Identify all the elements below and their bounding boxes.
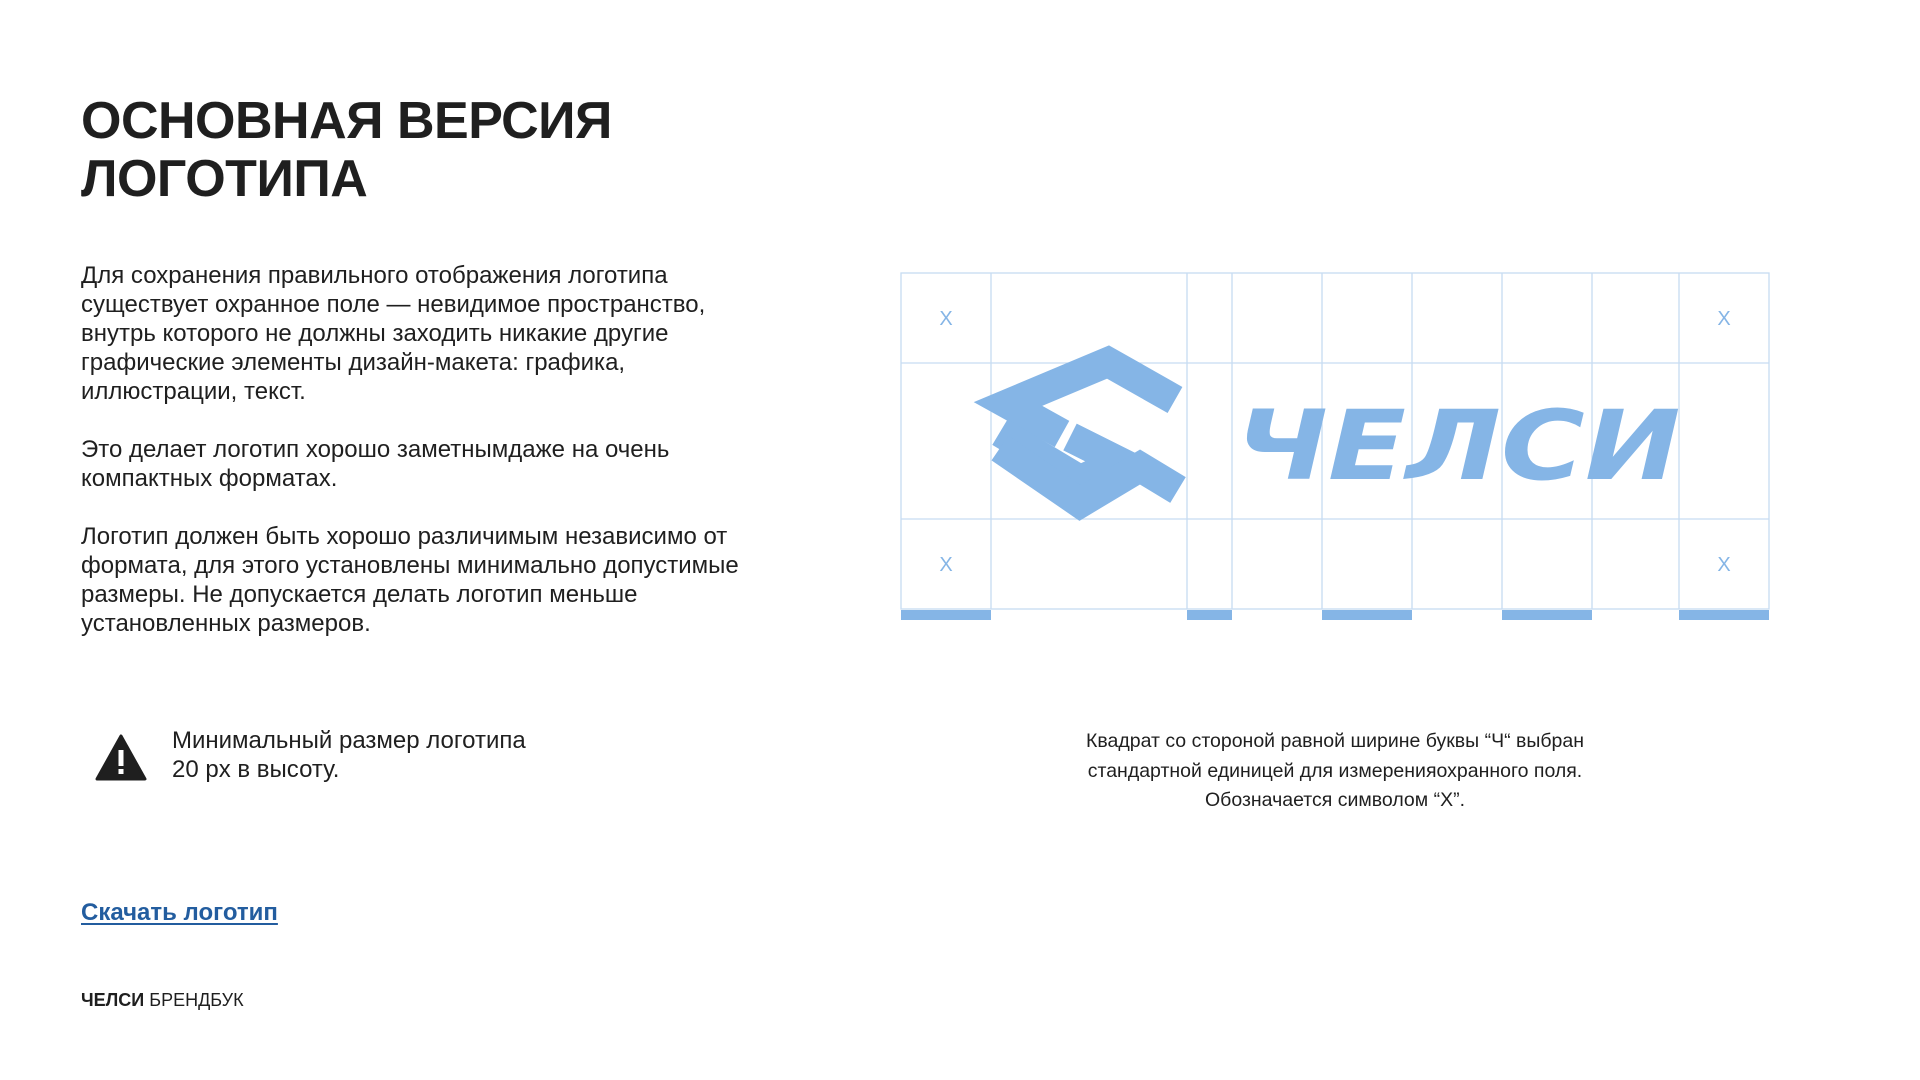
unit-mark-top-left: X — [939, 308, 953, 330]
logo-wordmark: ЧЕЛСИ — [1235, 390, 1681, 502]
description — [81, 261, 781, 667]
caption — [1010, 727, 1660, 816]
min-size-warning — [95, 726, 526, 784]
logo-clearspace-diagram — [900, 272, 1770, 622]
unit-bar — [1187, 610, 1232, 620]
logo-symbol — [1000, 362, 1178, 503]
unit-bar — [1502, 610, 1592, 620]
warning-triangle-icon — [95, 732, 147, 784]
unit-mark-top-right: X — [1717, 308, 1731, 330]
warning-line-1: Минимальный размер логотипа — [172, 727, 526, 754]
unit-bar — [1679, 610, 1769, 620]
unit-bar — [1322, 610, 1412, 620]
caption-line-1: Квадрат со стороной равной ширине буквы “Ч“ выбран — [1086, 730, 1584, 752]
description-paragraph-1: Для сохранения правильного отображения логотипа существует охранное поле — невидимое пространство, внутрь которого не должны заходить никакие другие графические элементы дизайн-макета: графика, иллюстрации, текст. — [81, 262, 706, 405]
logo-symbol-upper-stroke — [1008, 362, 1175, 434]
footer — [81, 990, 244, 1011]
footer-brand: ЧЕЛСИ — [81, 990, 145, 1010]
download-logo-link[interactable]: Скачать логотип — [81, 899, 278, 926]
description-paragraph-3: Логотип должен быть хорошо различимым независимо от формата, для этого установлены минимально допустимые размеры. Не допускается делать логотип меньше установленных размеров. — [81, 523, 739, 637]
unit-mark-bottom-left: X — [939, 554, 953, 576]
caption-line-2: стандартной единицей для измеренияохранного поля. — [1087, 759, 1583, 782]
description-paragraph-2: Это делает логотип хорошо заметнымдаже на очень компактных форматах. — [81, 436, 670, 492]
caption-line-3: Обозначается символом “X”. — [1204, 789, 1465, 811]
page-title-line-2: ЛОГОТИПА — [81, 150, 368, 208]
footer-label: БРЕНДБУК — [149, 990, 244, 1010]
warning-line-2: 20 px в высоту. — [172, 756, 340, 783]
page-title — [81, 92, 721, 208]
unit-bar — [901, 610, 991, 620]
warning-text — [172, 726, 526, 784]
page-title-line-1: ОСНОВНАЯ ВЕРСИЯ — [81, 92, 612, 150]
unit-mark-bottom-right: X — [1717, 554, 1731, 576]
unit-bars — [901, 610, 1769, 620]
